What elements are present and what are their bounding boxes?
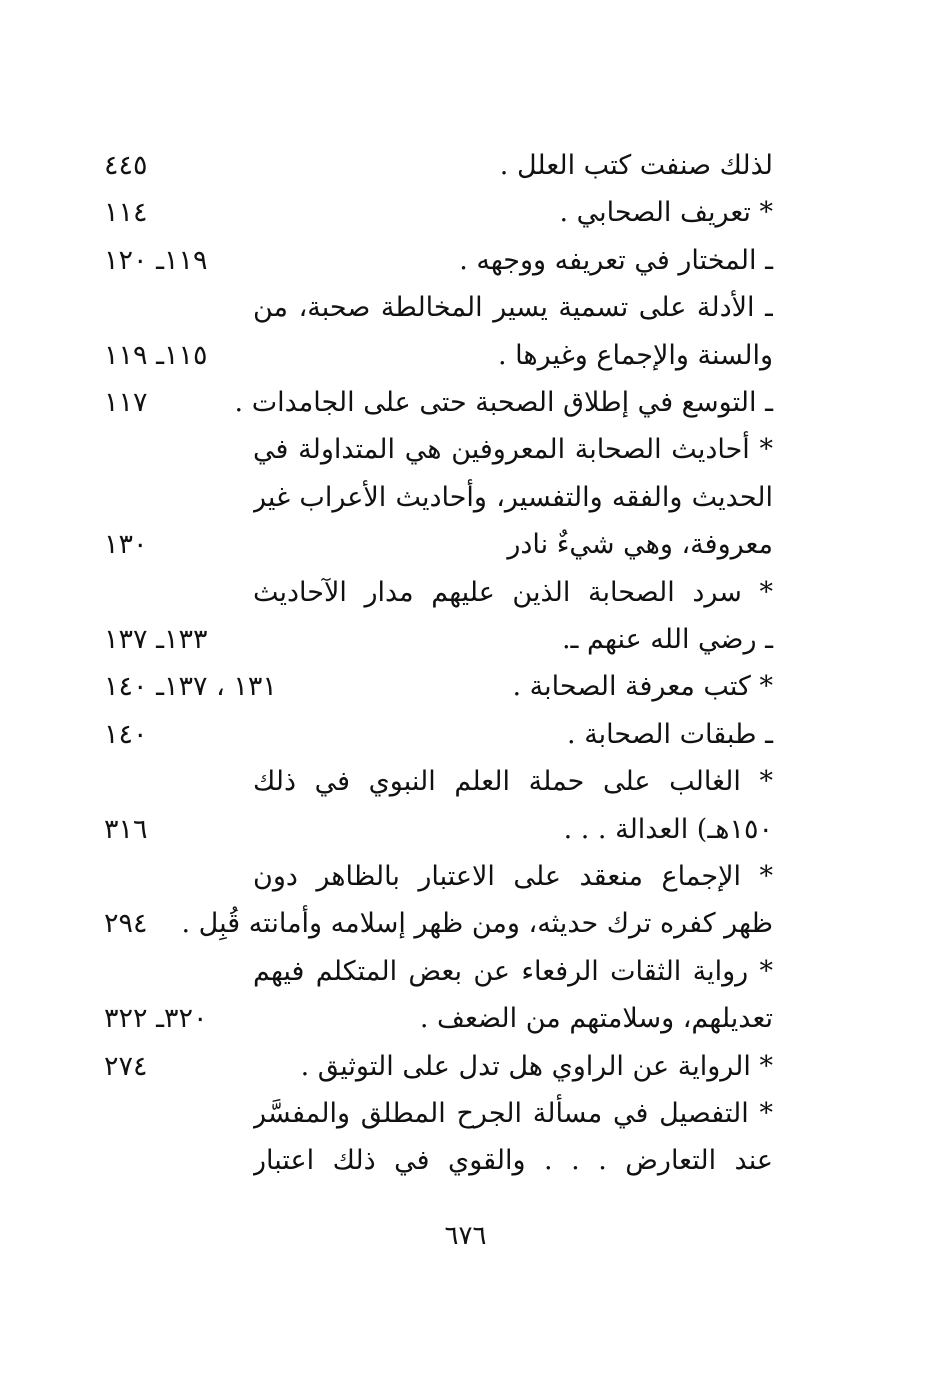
entry-page-numbers: ١٣٠ [104, 529, 148, 561]
entry-text: * رواية الثقات الرفعاء عن بعض المتكلم فيهم [253, 955, 773, 987]
entry-page-numbers: ٤٤٥ [104, 150, 148, 181]
entry-page-numbers: ١٣١ ، ١٣٧ـ ١٤٠ [104, 671, 277, 703]
index-entry [0, 237, 931, 285]
entry-text: تعديلهم، وسلامتهم من الضعف . [419, 1003, 773, 1035]
entry-text: * تعريف الصحابي . [559, 197, 773, 229]
index-entry [0, 569, 931, 617]
entry-text: * سرد الصحابة الذين عليهم مدار الآحاديث [253, 576, 773, 608]
entry-text: معروفة، وهي شيءٌ نادر [507, 529, 773, 561]
entry-text: ـ طبقات الصحابة . [567, 718, 773, 750]
entry-page-numbers: ٢٧٤ [104, 1050, 148, 1082]
index-entry [0, 189, 931, 237]
index-entry [0, 1090, 931, 1138]
entry-text: * التفصيل في مسألة الجرح المطلق والمفسَّر [253, 1098, 773, 1129]
index-entry [0, 663, 931, 711]
index-entry [0, 900, 931, 948]
index-entry [0, 284, 931, 332]
index-entry [0, 1043, 931, 1091]
entry-page-numbers: ١٣٣ـ ١٣٧ [104, 624, 208, 655]
entry-page-numbers: ٢٩٤ [104, 908, 148, 940]
index-entry [0, 1137, 931, 1185]
index-entry [0, 948, 931, 996]
entry-text: ـ المختار في تعريفه ووجهه . [459, 244, 773, 276]
index-entry [0, 332, 931, 380]
index-entry [0, 616, 931, 664]
index-entry [0, 758, 931, 806]
index-entry [0, 806, 931, 854]
entry-text: والسنة والإجماع وغيرها . [497, 339, 773, 371]
entry-text: * الإجماع منعقد على الاعتبار بالظاهر دون [253, 861, 773, 892]
index-entry [0, 521, 931, 569]
index-entry [0, 379, 931, 427]
index-entry [0, 426, 931, 474]
entry-text: الحديث والفقه والتفسير، وأحاديث الأعراب غير [253, 481, 773, 513]
entry-page-numbers: ١٤٠ [104, 718, 148, 750]
entry-text: ـ التوسع في إطلاق الصحبة حتى على الجامدات . [234, 387, 773, 418]
entry-text: * كتب معرفة الصحابة . [512, 671, 773, 703]
entry-text: لذلك صنفت كتب العلل . [499, 150, 773, 181]
entry-text: * أحاديث الصحابة المعروفين هي المتداولة في [253, 434, 773, 466]
entry-page-numbers: ١١٧ [104, 387, 148, 418]
index-entry [0, 995, 931, 1043]
entry-page-numbers: ٣٢٠ـ ٣٢٢ [104, 1003, 208, 1035]
entry-page-numbers: ١١٥ـ ١١٩ [104, 339, 208, 371]
index-entry [0, 853, 931, 901]
page-number: ٦٧٦ [444, 1221, 487, 1251]
entry-text: * الرواية عن الراوي هل تدل على التوثيق . [300, 1050, 773, 1082]
index-entry [0, 711, 931, 759]
entry-text: عند التعارض . . . والقوي في ذلك اعتبار [253, 1145, 773, 1177]
entry-text: ـ رضي الله عنهم ـ. [561, 624, 773, 655]
entry-text: ظهر كفره ترك حديثه، ومن ظهر إسلامه وأمانته قُبِل . [181, 908, 773, 940]
index-entry [0, 474, 931, 522]
entry-text: * الغالب على حملة العلم النبوي في ذلك [253, 766, 773, 798]
entry-text: ـ الأدلة على تسمية يسير المخالطة صحبة، من [253, 292, 773, 324]
index-entry [0, 142, 931, 190]
entry-page-numbers: ١١٤ [104, 197, 148, 229]
entry-page-numbers: ٣١٦ [104, 813, 148, 845]
entry-page-numbers: ١١٩ـ ١٢٠ [104, 244, 208, 276]
entry-text: ١٥٠هـ) العدالة . . . [563, 813, 773, 845]
